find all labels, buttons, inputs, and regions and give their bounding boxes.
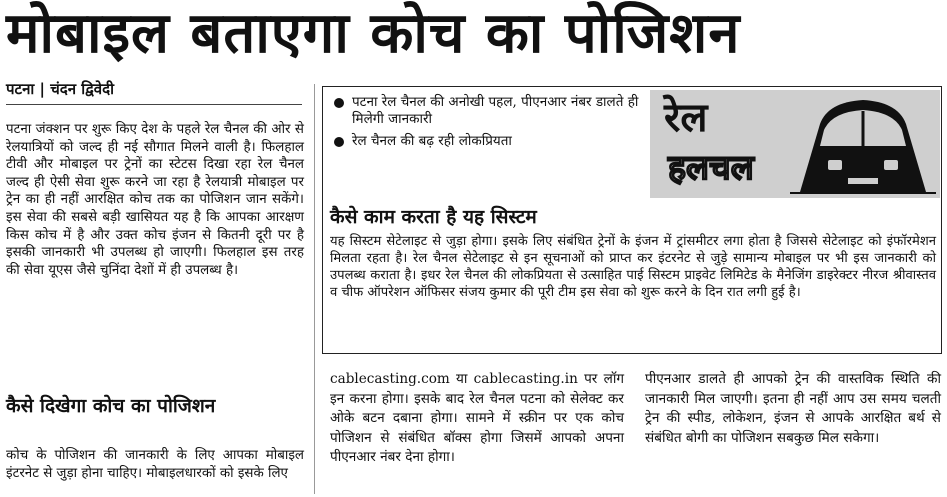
subhead-coach-position: कैसे दिखेगा कोच का पोजिशन [6, 395, 216, 417]
middle-column [330, 370, 624, 468]
lead-paragraph: पटना जंक्शन पर शुरू किए देश के पहले रेल चैनल की ओर से रेलयात्रियों को जल्द ही नई सौगात मिलने वाली है। फिलहाल टीवी और मोबाइल पर ट्रेनों का स्टेटस दिखा रहा रेल चैनल जल्द ही ऐसी सेवा शुरू करने जा रहा है रेलयात्री मोबाइल पर ट्रेन का ही नहीं आरक्षित कोच तक का पोजिशन जान सकेंगे। इस सेवा की सबसे बड़ी खासियत यह है कि आपका आरक्षण किस कोच में है और उक्त कोच इंजन से कितनी दूरी पर है इसकी जानकारी भी उपलब्ध हो जाएगी। फिलहाल इस तरह की सेवा यूएस जैसे चुनिंदा देशों में ही उपलब्ध है। [6, 122, 304, 278]
column-divider [314, 84, 315, 494]
box-paragraph: यह सिस्टम सेटेलाइट से जुड़ा होगा। इसके लिए संबंधित ट्रेनों के इंजन में ट्रांसमीटर लगा होता है जिससे सेटेलाइट को इंफॉरमेशन मिलता रहता है। रेल चैनल सेटेलाइट से इन सूचनाओं को प्राप्त कर इंटरनेट से जुड़े सामान्य मोबाइल पर भी इस जानकारी को उपलब्ध कराता है। इधर रेल चैनल की लोकप्रियता से उत्साहित पाई सिस्टम प्राइवेट लिमिटेड के मैनेजिंग डाइरेक्टर नीरज श्रीवास्तव व चीफ ऑपरेशन ऑफिसर संजय कुमार की पूरी टीम इस सेवा को शुरू करने के दिन रात लगी हुई है। [330, 234, 936, 300]
highlight-bullets [330, 94, 640, 155]
logo-text-rail: रेल [664, 95, 708, 141]
box-body [330, 233, 936, 301]
right-column [645, 370, 941, 448]
byline: पटना | चंदन द्विवेदी [6, 80, 114, 98]
bullet-text: रेल चैनल की बढ़ रही लोकप्रियता [352, 133, 512, 149]
train-icon [790, 94, 936, 194]
logo-text-halchal: हलचल [668, 148, 754, 188]
byline-rule [6, 104, 302, 105]
middle-paragraph: cablecasting.com या cablecasting.in पर लॉग इन करना होगा। इसके बाद रेल चैनल पटना को सेलेक्ट कर ओके बटन दबाना होगा। सामने में स्क्रीन पर एक कोच पोजिशन से संबंधित बॉक्स होगा जिसमें आपको अपना पीएनआर नंबर देना होगा। [330, 371, 624, 465]
bullet-icon [334, 98, 344, 108]
headline: मोबाइल बताएगा कोच का पोजिशन [6, 1, 741, 66]
bullet-item [330, 94, 640, 128]
right-paragraph: पीएनआर डालते ही आपको ट्रेन की वास्तविक स्थिति की जानकारी मिल जाएगी। इतना ही नहीं आप उस समय चलती ट्रेन की स्पीड, लोकेशन, इंजन से आपके आरक्षित बर्थ से संबंधित बोगी का पोजिशन सबकुछ मिल सकेगा। [645, 371, 941, 446]
left-paragraph-2: कोच के पोजिशन की जानकारी के लिए आपका मोबाइल इंटरनेट से जुड़ा होना चाहिए। मोबाइलधारकों को इसके लिए [6, 448, 304, 481]
left-column-continued [6, 447, 304, 482]
bullet-text: पटना रेल चैनल की अनोखी पहल, पीएनआर नंबर डालते ही मिलेगी जानकारी [352, 94, 639, 127]
rail-halchal-logo [650, 90, 940, 198]
bullet-item [330, 133, 640, 150]
bullet-icon [334, 137, 344, 147]
box-title: कैसे काम करता है यह सिस्टम [330, 206, 537, 228]
lead-article-text [6, 121, 304, 279]
